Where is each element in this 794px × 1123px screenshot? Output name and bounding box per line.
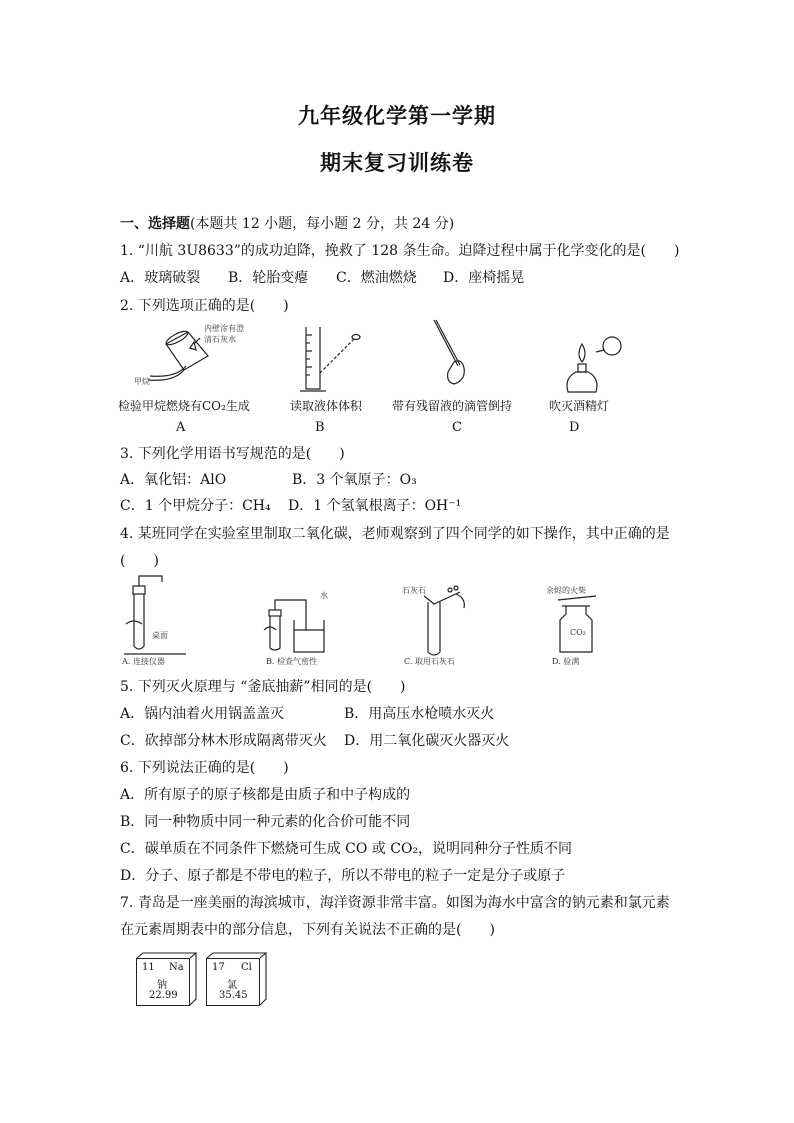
q2-fig-a-label-2: 清石灰水	[204, 335, 236, 344]
q4-label-water: 水	[320, 591, 328, 600]
q5-option-d: D．用二氧化碳灭火器灭火	[344, 733, 510, 749]
q2-figure-b-cylinder	[292, 325, 372, 397]
q5-option-a: A．锅内油着火用锅盖盖灭	[120, 706, 285, 722]
q1-option-a: A．玻璃破裂	[120, 270, 201, 286]
q4-caption-b: B. 检查气密性	[266, 657, 317, 666]
periodic-tile-na-edge	[136, 952, 200, 1008]
q4-caption-a: A. 连接仪器	[122, 657, 165, 666]
q5-options-cd	[120, 732, 509, 750]
q2-caption-c: 带有残留液的滴管倒持	[392, 399, 513, 413]
q7-stem-1: 7. 青岛是一座美丽的海滨城市，海洋资源非常丰富。如图为海水中富含的钠元素和氯元素	[120, 895, 670, 911]
section-name: 选择题	[148, 216, 190, 232]
q2-letter-d: D	[569, 420, 580, 435]
na-atomic-number: 11	[142, 962, 155, 973]
q3-option-a: A．氧化铝：AlO	[120, 472, 227, 488]
q2-fig-a-label-1: 内壁涂有澄	[204, 324, 244, 333]
q1-stem: 1. “川航 3U8633”的成功迫降，挽救了 128 条生命。迫降过程中属于化学变化的是( )	[120, 243, 680, 259]
q5-stem: 5. 下列灭火原理与 “釜底抽薪”相同的是( )	[120, 679, 406, 695]
cl-name: 氯	[227, 980, 237, 991]
q4-caption-c: C. 取用石灰石	[404, 657, 455, 666]
q2-fig-a-label-3: 甲烷	[134, 377, 150, 386]
q2-letter-b: B	[315, 420, 325, 435]
na-name: 钠	[157, 980, 167, 991]
q6-option-c: C．碳单质在不同条件下燃烧可生成 CO 或 CO₂，说明同种分子性质不同	[120, 841, 573, 857]
cl-atomic-number: 17	[212, 962, 225, 973]
q2-letter-c: C	[452, 420, 462, 435]
q5-options-ab	[120, 705, 494, 723]
na-symbol: Na	[169, 962, 184, 973]
q2-caption-d: 吹灭酒精灯	[549, 399, 610, 413]
section-desc: (本题共 12 小题，每小题 2 分，共 24 分)	[190, 216, 455, 232]
q4-figure-d	[548, 588, 608, 656]
q6-option-a: A．所有原子的原子核都是由质子和中子构成的	[120, 787, 411, 803]
q3-option-b: B．3 个氧原子：O₃	[292, 472, 417, 488]
q2-letter-a: A	[176, 420, 186, 435]
q4-figure-b	[262, 590, 342, 656]
q4-figure-a	[122, 572, 188, 656]
q6-option-b: B．同一种物质中同一种元素的化合价可能不同	[120, 814, 411, 830]
q7-stem-2: 在元素周期表中的部分信息，下列有关说法不正确的是( )	[120, 922, 495, 938]
q5-option-c: C．砍掉部分林木形成隔离带灭火	[120, 733, 327, 749]
q3-options-ab	[120, 471, 417, 489]
q4-label-match: 余烬的火柴	[546, 586, 586, 595]
q2-caption-a: 检验甲烷燃烧有CO₂生成	[118, 399, 250, 413]
q3-option-c: C．1 个甲烷分子：CH₄	[120, 498, 271, 514]
q5-option-b: B．用高压水枪喷水灭火	[344, 706, 495, 722]
q3-stem: 3. 下列化学用语书写规范的是( )	[120, 446, 345, 462]
cl-symbol: Cl	[241, 962, 252, 973]
page-title-line2: 期末复习训练卷	[320, 150, 474, 175]
q1-options	[120, 269, 524, 287]
periodic-tile-cl-edge	[206, 952, 270, 1008]
q2-caption-b: 读取液体体积	[290, 399, 363, 413]
q2-stem: 2. 下列选项正确的是( )	[120, 298, 289, 314]
q6-stem: 6. 下列说法正确的是( )	[120, 760, 289, 776]
q3-option-d: D．1 个氢氧根离子：OH⁻¹	[288, 498, 462, 514]
cl-atomic-mass: 35.45	[219, 990, 248, 1001]
q1-option-d: D．座椅摇晃	[443, 270, 525, 286]
q1-option-c: C．燃油燃烧	[336, 270, 417, 286]
q6-option-d: D．分子、原子都是不带电的粒子，所以不带电的粒子一定是分子或原子	[120, 868, 566, 884]
q4-stem: 4. 某班同学在实验室里制取二氧化碳，老师观察到了四个同学的如下操作，其中正确的是	[120, 526, 670, 542]
q4-label-co2: CO₂	[570, 628, 586, 637]
section-prefix: 一、	[120, 216, 148, 232]
q2-figure-c-dropper	[432, 318, 482, 392]
q4-label-desk: 桌面	[152, 631, 168, 640]
na-atomic-mass: 22.99	[149, 990, 178, 1001]
q4-label-limestone: 石灰石	[402, 586, 426, 595]
q2-figure-d-alcohol-lamp	[562, 332, 628, 396]
q4-stem-2: ( )	[120, 553, 159, 569]
q4-caption-d: D. 验满	[552, 657, 580, 666]
q1-option-b: B．轮胎变瘪	[228, 270, 309, 286]
q3-options-cd	[120, 497, 461, 515]
page-title-line1: 九年级化学第一学期	[298, 103, 496, 128]
section-heading	[120, 215, 454, 233]
